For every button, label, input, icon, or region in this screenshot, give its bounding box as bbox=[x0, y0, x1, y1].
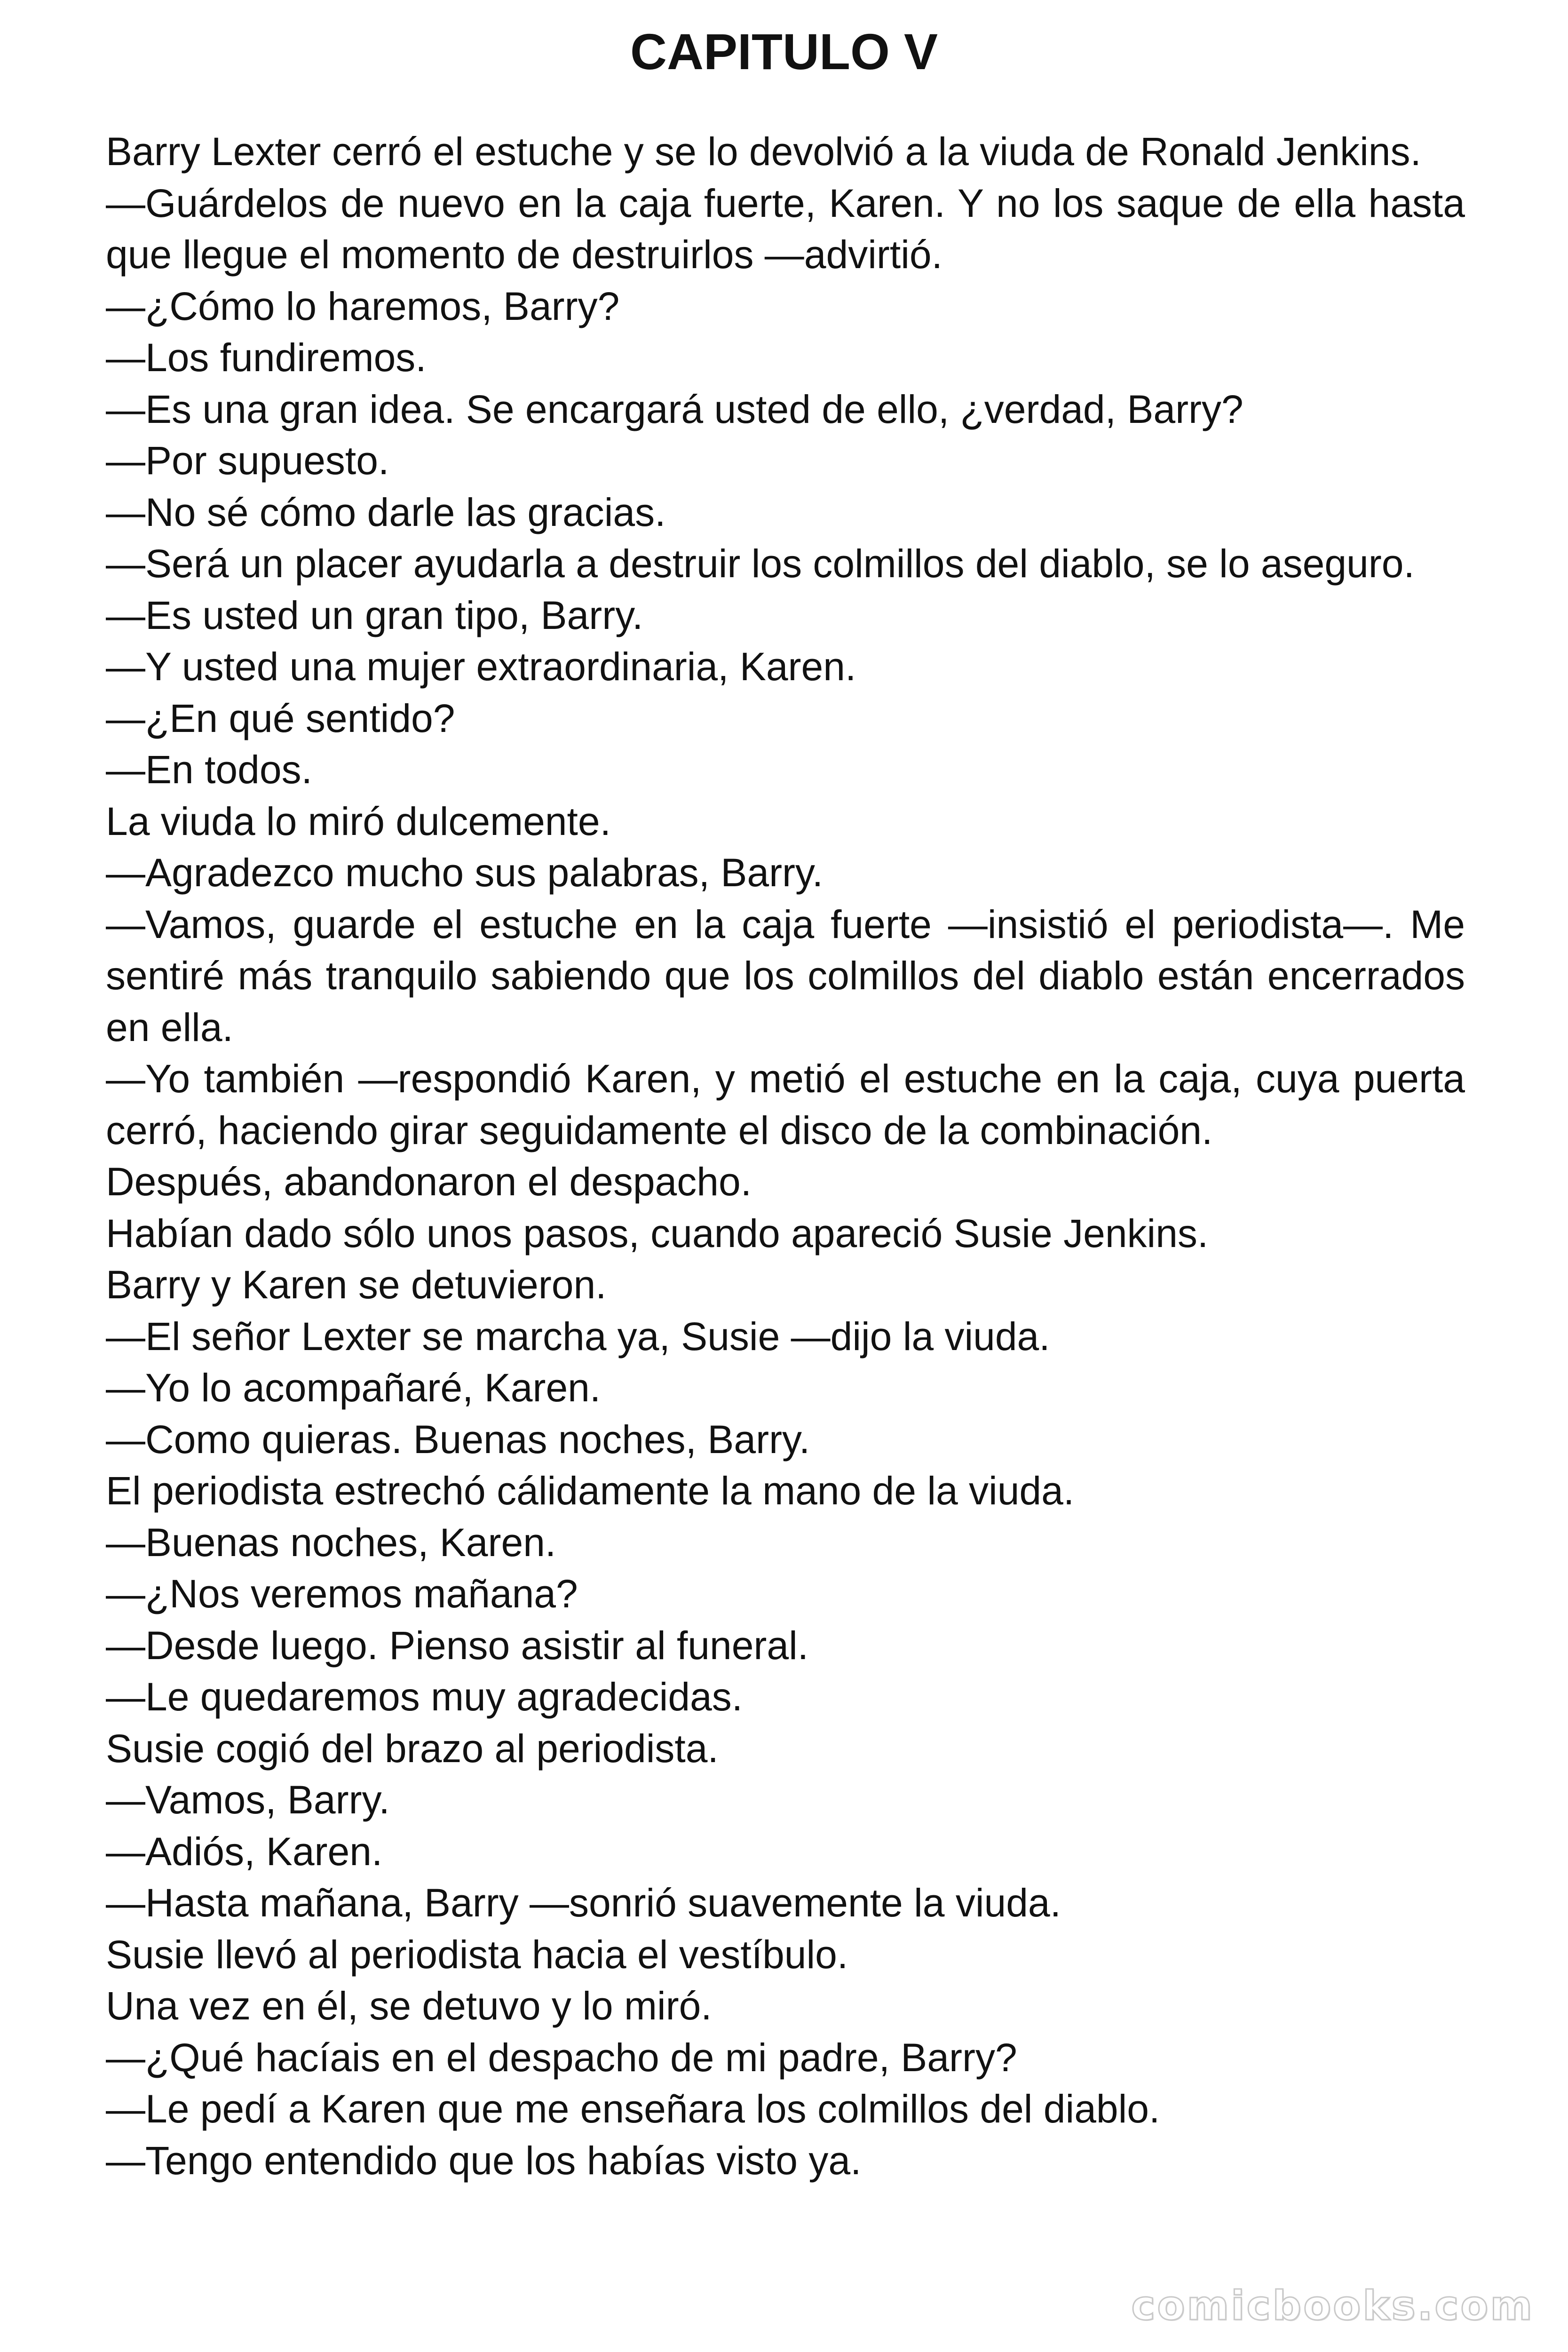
paragraph: El periodista estrechó cálidamente la mano de la viuda. bbox=[106, 1469, 1075, 1513]
paragraph: Barry y Karen se detuvieron. bbox=[106, 1263, 607, 1307]
paragraph: —El señor Lexter se marcha ya, Susie —dijo la viuda. bbox=[106, 1314, 1050, 1359]
paragraph: —¿Qué hacíais en el despacho de mi padre, Barry? bbox=[106, 2035, 1017, 2080]
paragraph: —Es una gran idea. Se encargará usted de ello, ¿verdad, Barry? bbox=[106, 387, 1243, 431]
paragraph: —Desde luego. Pienso asistir al funeral. bbox=[106, 1623, 809, 1668]
paragraph: —Yo también —respondió Karen, y metió el estuche en la caja, cuya puerta cerró, haciendo girar seguidamente el disco de la combinación. bbox=[106, 1057, 1465, 1152]
paragraph: Después, abandonaron el despacho. bbox=[106, 1160, 752, 1204]
paragraph: —¿En qué sentido? bbox=[106, 696, 455, 740]
paragraph: —¿Cómo lo haremos, Barry? bbox=[106, 284, 620, 328]
paragraph: —Le pedí a Karen que me enseñara los colmillos del diablo. bbox=[106, 2087, 1160, 2131]
paragraph: —Buenas noches, Karen. bbox=[106, 1520, 556, 1565]
paragraph: La viuda lo miró dulcemente. bbox=[106, 799, 611, 843]
paragraph: —Es usted un gran tipo, Barry. bbox=[106, 593, 643, 637]
paragraph: —Los fundiremos. bbox=[106, 335, 427, 380]
paragraph: —Vamos, Barry. bbox=[106, 1778, 390, 1822]
paragraph: —Como quieras. Buenas noches, Barry. bbox=[106, 1417, 810, 1462]
paragraph: —En todos. bbox=[106, 747, 312, 792]
paragraph: Habían dado sólo unos pasos, cuando apareció Susie Jenkins. bbox=[106, 1211, 1209, 1255]
paragraph: —Vamos, guarde el estuche en la caja fuerte —insistió el periodista—. Me sentiré más tranquilo sabiendo que los colmillos del diablo están encerrados en ella. bbox=[106, 902, 1465, 1049]
paragraph: Una vez en él, se detuvo y lo miró. bbox=[106, 1984, 712, 2028]
paragraph: Susie cogió del brazo al periodista. bbox=[106, 1726, 719, 1771]
paragraph: —Tengo entendido que los habías visto ya. bbox=[106, 2138, 862, 2183]
paragraph: —Hasta mañana, Barry —sonrió suavemente la viuda. bbox=[106, 1881, 1061, 1925]
paragraph: —Por supuesto. bbox=[106, 438, 389, 483]
paragraph: —Le quedaremos muy agradecidas. bbox=[106, 1675, 743, 1719]
paragraph: Barry Lexter cerró el estuche y se lo devolvió a la viuda de Ronald Jenkins. bbox=[106, 129, 1421, 174]
chapter-title: CAPITULO V bbox=[630, 23, 938, 80]
paragraph: —Agradezco mucho sus palabras, Barry. bbox=[106, 850, 824, 895]
paragraph: —¿Nos veremos mañana? bbox=[106, 1572, 578, 1616]
paragraph: —No sé cómo darle las gracias. bbox=[106, 490, 666, 534]
chapter-body bbox=[106, 126, 1465, 2186]
paragraph: Susie llevó al periodista hacia el vestíbulo. bbox=[106, 1932, 848, 1977]
paragraph: —Será un placer ayudarla a destruir los colmillos del diablo, se lo aseguro. bbox=[106, 541, 1415, 586]
paragraph: —Y usted una mujer extraordinaria, Karen. bbox=[106, 644, 856, 689]
paragraph: —Guárdelos de nuevo en la caja fuerte, Karen. Y no los saque de ella hasta que llegue el momento de destruirlos —advirtió. bbox=[106, 181, 1465, 277]
paragraph: —Adiós, Karen. bbox=[106, 1829, 383, 1874]
paragraph: —Yo lo acompañaré, Karen. bbox=[106, 1366, 601, 1410]
watermark: comicbooks.com bbox=[1131, 2282, 1534, 2329]
